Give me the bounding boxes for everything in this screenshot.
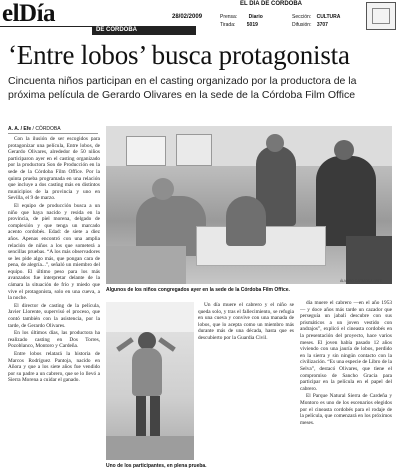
tirada-label: Tirada: [220, 22, 236, 28]
masthead [0, 0, 400, 40]
byline-rule [8, 133, 98, 134]
secondary-photo-caption: Uno de los participantes, en plena prueba. [106, 463, 207, 469]
byline-author: A. A. / Efe [8, 126, 32, 132]
issue-date: 28/02/2009 [172, 14, 203, 20]
paragraph: Un día muere el cabrero y el niño se queda solo, y tras el fallecimiento, se refugia en una cueva y convive con una manada de lobos, que lo acepta como un miembro más durante más de una década, hasta que es descubierto por la Guardia Civil. [198, 302, 294, 341]
paragraph: El equipo de producción busca a un niño que haya nacido y resida en la provincia, de piel morena, delgado de complexión y que tenga un marcado acento cordobés. Edad: de siete a diez años. Apenas encontró con una amplia relación de niños a los que someterá a sencillas pruebas. “A los más observadores se les pide algo más, que pongan cara de pena, de alegría...”, señaló un miembro del equipo. El último peso para los más avanzados fue interpretar delante de la cámara la situación de frío y miedo que vive el protagonista, solo en una cueva, a la noche. [8, 202, 100, 302]
clipping-stamp [366, 2, 396, 30]
publication-title: EL DÍA DE CÓRDOBA [240, 1, 303, 7]
seccion-label: Sección: [292, 14, 312, 20]
press-clipping-meta [220, 0, 366, 36]
article-subhead: Cincuenta niños participan en el casting organizado por la productora de la próxima película de Gerardo Olivares en la sede de la Córdoba Film Office [8, 75, 357, 101]
prensa-label: Prensa: [220, 14, 238, 20]
tirada-row [220, 22, 258, 28]
newspaper-logo: elDía [2, 0, 56, 27]
difusion-value: 3707 [316, 22, 328, 28]
section-label: DE CÓRDOBA [92, 26, 196, 35]
byline-place: / CÓRDOBA [31, 126, 61, 132]
article-column-2 [198, 302, 294, 462]
paragraph: El Parque Natural Sierra de Cardeña y Montoro es uno de los escenarios elegidos por el cineasta cordobés para el rodaje de la película, que comenzará en los próximos meses. [300, 393, 392, 426]
article-column-1 [8, 136, 100, 466]
paragraph: Entre lobos relatará la historia de Marcos Rodríguez Pantoja, nacido en Añora y que a los siete años fue vendido por su padre a un cabrero, que se lo llevó a Sierra Morena a cuidar el ganado. [8, 351, 100, 384]
seccion-row [292, 14, 340, 20]
article-headline: ‘Entre lobos’ busca protagonista [8, 40, 350, 70]
paragraph: El director de casting de la película, Javier Llorente, supervisó el proceso, que contó también con la asistencia, por la tarde, de Gerardo Olivares. [8, 302, 100, 329]
secondary-photo [106, 302, 194, 460]
seccion-value: CULTURA [316, 14, 341, 20]
prensa-value: Diario [248, 14, 263, 20]
main-photo [106, 126, 392, 284]
tirada-value: 5019 [246, 22, 258, 28]
article-column-3 [300, 300, 392, 470]
photo-credit: ÁLVARO CARMONA / EFE [340, 279, 383, 283]
paragraph: día muere el cabrero —en el año 1953— y doce años más tarde un cazador que perseguía un jabalí descubre con sus prismáticos a un joven vestido con andrajos”, explicó el cineasta cordobés en la presentación del proyecto, hace varios meses. El joven había pasado 12 años viviendo con una jauría de lobos, perdido en la sierra y sin ningún contacto con la civilización. “Es una especie de Libro de la Selva”, destacó Olivares, que tiene el compromiso de Sancho Gracia para participar en la película en el papel del cabrero. [300, 300, 392, 392]
paragraph: Con la ilusión de ser escogidos para protagonizar una película, Entre lobos, de Gerardo Olivares, alrededor de 50 niños participaron ayer en el casting organizado por la productora Son de Producción en la sede de la Córdoba Film Office. Por la quinta prueba programada en una relación que incluye a dos casting más en distintos municipios de la provincia y uno en Sevilla, el 9 de marzo. [8, 136, 100, 202]
difusion-label: Difusión: [292, 22, 312, 28]
paragraph: En los últimos días, las productora ha realizado casting en Dos Torres, Pozoblanco, Montoro y Cardeña. [8, 330, 100, 350]
article-byline [8, 126, 61, 132]
difusion-row [292, 22, 328, 28]
main-photo-caption: Algunos de los niños congregados ayer en la sede de la Córdoba Film Office. [106, 287, 290, 293]
prensa-row [220, 14, 263, 20]
